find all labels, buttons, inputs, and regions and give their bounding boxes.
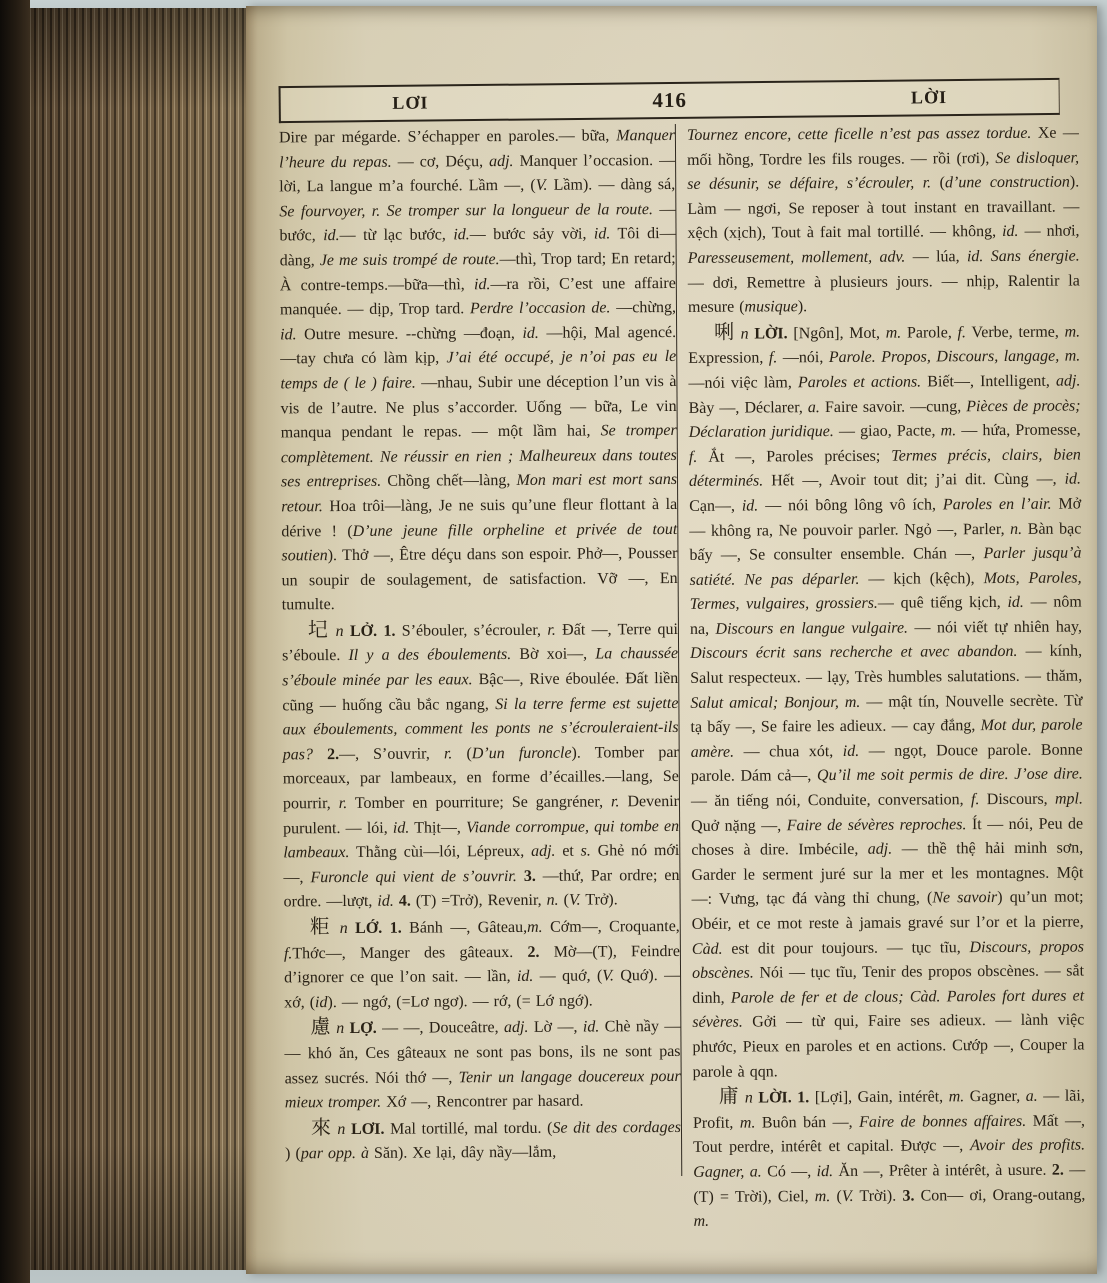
nom-headword-character: 庯 <box>718 1085 740 1108</box>
page-number: 416 <box>652 87 688 113</box>
text-column-left <box>279 124 681 1178</box>
dictionary-entry: 庯 n LỜI. 1. [Lợi], Gain, intérêt, m. Gagner, a. — lãi, Profit, m. Buôn bán —, Faire de bonnes affaires. Mất —, Tout perdre, intérêt et capital. Được —, Avoir des profits. Gagner, a. Có —, id. Ăn —, Prêter à intérêt, à usure. 2. —(T) = Trời), Ciel, m. (V. Trời). 3. Con— ơi, Orang-outang, m. <box>692 1085 1086 1231</box>
running-head-right: LỜI <box>910 87 948 108</box>
book-page-edges <box>18 8 260 1270</box>
text-column-right <box>675 122 1086 1231</box>
book-cover-edge <box>0 0 30 1283</box>
dictionary-entry: 圮 n LỞ. 1. S’ébouler, s’écrouler, r. Đất —, Terre qui s’éboule. Il y a des éboulements. Bờ xoi—, La chaussée s’éboule minée par les eaux. Bậc—, Rive éboulée. Đất liền cũng — huống cầu bắc ngang, Si la terre ferme est sujette aux éboulements, comment les ponts ne s’écrouleraient-ils pas? 2.—, S’ouvrir, r. (D’un furoncle). Tomber par morceaux, par lambeaux, en forme d’écailles.—lang, Se pourrir, r. Tomber en pourriture; Se gangréner, r. Devenir purulent. — lói, id. Thịt—, Viande corrompue, qui tombe en lambeaux. Thằng cùi—lói, Lépreux, adj. et s. Ghẻ nó mới —, Furoncle qui vient de s’ouvrir. 3. —thứ, Par ordre; en ordre. —lượt, id. 4. (T) =Trở), Revenir, n. (V. Trở). <box>282 618 680 911</box>
continuation-paragraph: Dire par mégarde. S’échapper en paroles.— bữa, Manquer l’heure du repas. — cơ, Déçu, adj. Manquer l’occasion. — lời, La langue m’a fourché. Lầm —, (V. Lầm). — dàng sá, Se fourvoyer, r. Se tromper sur la longueur de la route. — bước, id.— từ lạc bước, id.— bước sảy vời, id. Tôi di— dàng, Je me suis trompé de route.—thì, Trop tard; En retard; À contre-temps.—bữa—thì, id.—ra rồi, C’est une affaire manquée. — dịp, Trop tard. Perdre l’occasion de. —chừng, id. Outre mesure. --chừng —đoạn, id. —hội, Mal agencé. —tay chưa có làm kịp, J’ai été occupé, je n’oi pas eu le temps de ( le ) faire. —nhau, Subir une déception l’un vis à vis de l’autre. Ne plus s’accorder. Uống — bữa, Le vin manqua pendant le repas. — một lầm hai, Se tromper complètement. Ne réussir en rien ; Malheureux dans toutes ses entreprises. Chồng chết—làng, Mon mari est mort sans retour. Hoa trôi—làng, Je ne suis qu’une fleur flottant à la dérive ! (D’une jeune fille orpheline et privée de tout soutien). Thở —, Être déçu dans son espoir. Phở—, Pousser un soupir de soulagement, de satisfaction. Vỡ —, En tumulte. <box>278 126 678 614</box>
page-content <box>242 3 1101 1276</box>
nom-headword-character: 粔 <box>309 916 333 939</box>
dictionary-entry: 唎 n LỜI. [Ngôn], Mot, m. Parole, f. Verbe, terme, m. Expression, f. —nói, Parole. Propos, Discours, langage, m. —nói việc làm, Paroles et actions. Biết—, Intelligent, adj. Bày —, Déclarer, a. Faire savoir. —cung, Pièces de procès; Déclaration juridique. — giao, Pacte, m. — hứa, Promesse, f. Ắt —, Paroles précises; Termes précis, clairs, bien déterminés. Hết —, Avoir tout dit; j’ai dit. Cùng —, id. Cạn—, id. — nói bông lông vô ích, Paroles en l’air. Mở — không ra, Ne pouvoir parler. Ngỏ —, Parler, n. Bàn bạc bấy —, Se consulter ensemble. Chán —, Parler jusqu’à satiété. Ne pas déparler. — kịch (kệch), Mots, Paroles, Termes, vulgaires, grossiers.— quê tiếng kịch, id. — nôm na, Discours en langue vulgaire. — nói viết tự nhiên hay, Discours écrit sans recherche et avec abandon. — kính, Salut respecteux. — lạy, Très humbles salutations. — thăm, Salut amical; Bonjour, m. — mật tín, Nouvelle secrète. Từ tạ bấy —, Se faire les adieux. — cay đắng, Mot dur, parole amère. — chua xót, id. — ngọt, Douce parole. Bonne parole. Dám cả—, Qu’il me soit permis de dire. J’ose dire. — ăn tiếng nói, Conduite, conversation, f. Discours, mpl. Quở nặng —, Faire de sévères reproches. Ít — nói, Peu de choses à dire. Imbécile, adj. — thề thệ hải minh sơn, Garder le serment juré sur la mer et les montagnes. Một —: Vưng, tạc đá vàng thỉ chung, (Ne savoir) qu’un mot; Obéir, et ce mot reste à jamais gravé sur l’or et la pierre, Càd. est dit pour toujours. — tục tĩu, Discours, propos obscènes. Nói — tục tĩu, Tenir des propos obscènes. — sắt dinh, Parole de fer et de clous; Càd. Paroles fort dures et sévères. Gởi — từ qui, Faire ses adieux. — lành việc phước, Pieux en paroles et en actions. Cướp —, Couper la parole à qqn. <box>688 321 1085 1081</box>
running-header-band <box>279 78 1060 123</box>
nom-headword-character: 慮 <box>310 1016 331 1039</box>
nom-headword-character: 唎 <box>714 321 735 344</box>
running-head-left: LƠI <box>392 92 429 113</box>
nom-headword-character: 來 <box>310 1116 332 1139</box>
dictionary-entry: 慮 n LỢ. — —, Douceâtre, adj. Lờ —, id. Chè nầy — — khó ăn, Ces gâteaux ne sont pas bons, ils ne sont pas assez sucrés. Nói thớ —, Tenir un langage doucereux pour mieux tromper. Xớ —, Rencontrer par hasard. <box>284 1016 681 1112</box>
nom-headword-character: 圮 <box>307 618 330 642</box>
dictionary-entry: 來 n LƠI. Mal tortillé, mal tordu. (Se dit des cordages ) (par opp. à Săn). Xe lại, dây nầy—lắm, <box>285 1116 682 1163</box>
dictionary-entry: 粔 n LỚ. 1. Bánh —, Gâteau,m. Cớm—, Croquante, f.Thớc—, Manger des gâteaux. 2. Mờ—(T), Feindre d’ignorer ce que l’on sait. — lần, id. — quớ, (V. Quớ). — xớ, (id). — ngớ, (=Lơ ngơ). — rớ, (= Lớ ngớ). <box>283 916 681 1012</box>
continuation-paragraph: Tournez encore, cette ficelle n’est pas assez tordue. Xe — mối hồng, Tordre les fils rouges. — rồi (rơi), Se disloquer, se désunir, se défaire, s’écrouler, r. (d’une construction). Làm — ngơi, Se reposer à tout instant en travaillant. — xệch (xịch), Tout à fait mal tortillé. — không, id. — nhơi, Paresseusement, mollement, adv. — lúa, id. Sans énergie. — dơi, Remettre à plusieurs jours. — nhịp, Ralentir la mesure (musique). <box>686 124 1080 317</box>
dictionary-page <box>246 6 1097 1274</box>
two-column-text-block <box>278 122 1086 1231</box>
